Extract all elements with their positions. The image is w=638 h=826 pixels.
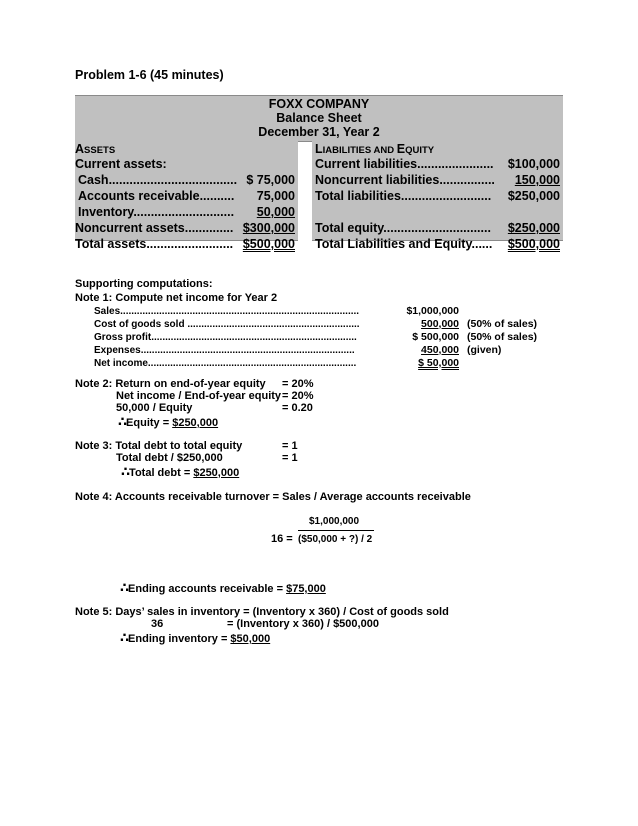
note4-title: Note 4: Accounts receivable turnover = Sales / Average accounts receivable bbox=[75, 491, 471, 503]
therefore-icon: ∴ bbox=[118, 414, 127, 429]
note1-value-sales: $1,000,000 bbox=[406, 305, 459, 317]
note2-line1-value: = 20% bbox=[282, 378, 314, 390]
asset-row-current: Current assets: bbox=[75, 157, 167, 171]
note3-line1-label: Note 3: Total debt to total equity bbox=[75, 440, 243, 452]
problem-title: Problem 1-6 (45 minutes) bbox=[75, 68, 224, 82]
note2-line3-value: = 0.20 bbox=[282, 402, 313, 414]
note1-note-expenses: (given) bbox=[467, 344, 502, 356]
note1-label-expenses: Expenses............................................................................. bbox=[94, 345, 355, 356]
liab-row-total: Total liabilities.......................... $250,000 bbox=[315, 189, 560, 203]
note4-numerator: $1,000,000 bbox=[309, 516, 360, 527]
liab-row-current: Current liabilities...................... $100,000 bbox=[315, 157, 560, 171]
liab-row-noncurrent: Noncurrent liabilities................ 150,000 bbox=[315, 173, 560, 187]
note1-value-netincome: $ 50,000 bbox=[418, 357, 459, 369]
note1-note-cogs: (50% of sales) bbox=[467, 318, 538, 330]
asset-row-noncurrent: Noncurrent assets.............. $300,000 bbox=[75, 221, 295, 235]
note1-value-gross: $ 500,000 bbox=[412, 331, 459, 343]
company-name: FOXX COMPANY bbox=[268, 97, 370, 111]
note1-label-gross: Gross profit.......................................................................... bbox=[94, 332, 357, 343]
note5-result: ∴Ending inventory = $50,000 bbox=[120, 630, 271, 645]
therefore-icon: ∴ bbox=[121, 464, 130, 479]
note3-line2-value: = 1 bbox=[282, 452, 298, 464]
note5-line2-right: = (Inventory x 360) / $500,000 bbox=[227, 618, 379, 630]
note3-line2-label: Total debt / $250,000 bbox=[116, 452, 223, 464]
therefore-icon: ∴ bbox=[120, 580, 129, 595]
asset-row-inventory: Inventory............................. 50,000 bbox=[78, 205, 295, 219]
note5-line2-left: 36 bbox=[151, 618, 164, 630]
balance-sheet-header bbox=[75, 95, 563, 142]
note3-line1-value: = 1 bbox=[282, 440, 298, 452]
note1-value-cogs: 500,000 bbox=[421, 318, 459, 330]
note2-line1-label: Note 2: Return on end-of-year equity bbox=[75, 378, 266, 390]
asset-row-receivables: Accounts receivable.......... 75,000 bbox=[78, 189, 295, 203]
note2-line3-label: 50,000 / Equity bbox=[116, 402, 193, 414]
therefore-icon: ∴ bbox=[120, 630, 129, 645]
assets-section: ASSETS Current assets: Cash..................................... $ 75,000 Accounts receivable.......... 75,000 Inventory............................. 50,000 Noncurrent assets.............. $300,000 Total assets......................... $500,000 bbox=[75, 141, 298, 241]
note1-value-expenses: 450,000 bbox=[421, 344, 459, 356]
note4-lhs: 16 = bbox=[271, 533, 293, 545]
statement-date: December 31, Year 2 bbox=[258, 125, 380, 139]
note2-result: ∴Equity = $250,000 bbox=[118, 414, 219, 429]
liabilities-equity-section: LIABILITIES AND EQUITY Current liabilities...................... $100,000 Noncurrent liabilities................ 150,000 Total liabilities.......................... $250,000 Total equity............................... $250,000 Total Liabilities and Equity...... $500,000 bbox=[312, 141, 563, 241]
note3-result: ∴Total debt = $250,000 bbox=[121, 464, 240, 479]
note1-note-gross: (50% of sales) bbox=[467, 331, 538, 343]
note2-line2-label: Net income / End-of-year equity bbox=[116, 390, 282, 402]
note1-label-sales: Sales...................................................................................... bbox=[94, 306, 360, 317]
note1-label-cogs: Cost of goods sold .............................................................. bbox=[94, 319, 360, 330]
note1-title: Note 1: Compute net income for Year 2 bbox=[75, 292, 278, 304]
statement-name: Balance Sheet bbox=[276, 111, 362, 125]
note2-line2-value: = 20% bbox=[282, 390, 314, 402]
asset-row-total: Total assets......................... $500,000 bbox=[75, 237, 295, 251]
equity-row-total: Total equity............................... $250,000 bbox=[315, 221, 560, 235]
note4-result: ∴Ending accounts receivable = $75,000 bbox=[120, 580, 326, 595]
liab-equity-row-total: Total Liabilities and Equity...... $500,000 bbox=[315, 237, 560, 251]
note5-line1: Note 5: Days’ sales in inventory = (Inventory x 360) / Cost of goods sold bbox=[75, 606, 449, 618]
asset-row-cash: Cash..................................... $ 75,000 bbox=[78, 173, 295, 187]
supporting-heading: Supporting computations: bbox=[75, 278, 213, 290]
note4-denominator: ($50,000 + ?) / 2 bbox=[298, 534, 373, 545]
note4-fraction-line bbox=[298, 530, 374, 531]
note1-label-netincome: Net income........................................................................... bbox=[94, 358, 357, 369]
